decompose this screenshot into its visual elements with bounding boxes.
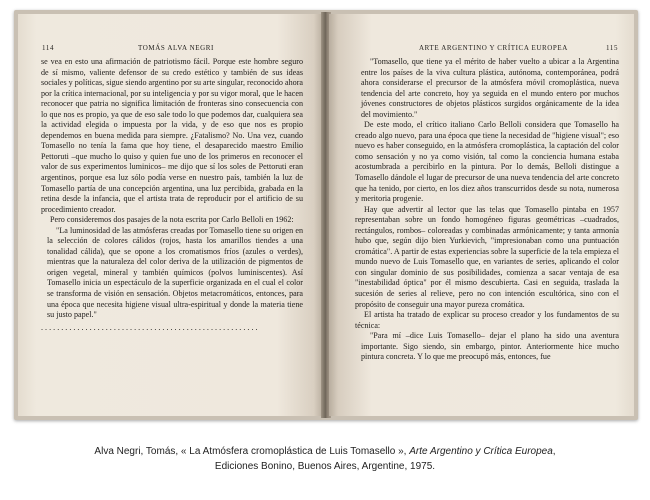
block-quote: "Tomasello, que tiene ya el mérito de haber vuelto a ubicar a la Argentina entre los países de la viva cultura plástica, autónoma, contemporánea, podrá ahora considerarse el precursor de la atmósfera móvil cromoplástica, nueva tendencia del arte concreto, hoy ya seguida en el mundo entero por muchos jóvenes constructores de objetos plásticos surgidos orgánicamente de la idea del movimiento." bbox=[361, 57, 619, 119]
block-quote: "Para mí –dice Luis Tomasello– dejar el plano ha sido una aventura importante. Sigo siendo, sin embargo, pintor. Anteriormente hice mucho pintura concreta. Y lo que me preocupó más, entonces, fue bbox=[361, 331, 619, 362]
book-spread bbox=[14, 10, 638, 420]
citation-caption bbox=[0, 444, 650, 474]
right-page bbox=[329, 14, 634, 416]
running-head: TOMÁS ALVA NEGRI bbox=[138, 44, 214, 52]
running-head: ARTE ARGENTINO Y CRÍTICA EUROPEA bbox=[419, 44, 568, 52]
caption-book-title: Arte Argentino y Crítica Europea bbox=[409, 446, 553, 457]
paragraph: se vea en esto una afirmación de patriotismo fácil. Porque este hombre seguro de sí mismo, valiente defensor de su credo estético y también de sus ideas sociales y políticas, sigue siendo argentino por su arte singular, reconocido ahora por la crítica internacional, por su inteligencia y por su vigor moral, que le hacen reconocer que patria no significa limitación de fronteras sino consecuencia con lo que nos es propio, ya que de eso sale todo lo que podemos dar, cualquiera sea la actividad elegida o impuesta por la vida, y de eso que nos es propio dependemos en buena medida para siempre. ¿Fatalismo? No. Una vez, cuando Tomasello no tenía la fama que hoy tiene, el desaparecido maestro Emilio Pettoruti –que mucho lo quiso y quien fue uno de los primeros en reconocer el valor de sus experimentos luminicos– me dijo que sí los soles de Pettoruti eran argentinos, porque esa luz sólo podía verse en nuestro país, también la luz de Tomasello partía de una concepción argentina, una luz percibida, grabada en la retina desde la infancia, que el artista trata de reproducir por el artificio de su procedimiento creador. bbox=[41, 57, 303, 214]
page-body bbox=[355, 57, 619, 363]
paragraph: Pero consideremos dos pasajes de la nota escrita por Carlo Belloli en 1962: bbox=[50, 215, 294, 225]
block-quote: "La luminosidad de las atmósferas creadas por Tomasello tiene su origen en la selección de colores cálidos (rojos, hasta los amarillos tiendes a una tonalidad cálida), que se opone a los cromatismos fríos (azules o verdes), mientras que la naturaleza del color deriva de la utilización de pigmentos de origen vegetal, mineral y también químicos (polvos luminiscentes). Así Tomasello inicia un espectáculo de la superficie organizada en el cual el color se transforma de visión en sensación. Objetos metacromáticos, entonces, para una época que necesita higiene visual ultra-espiritual y donde la materia tiene su justo papel." bbox=[47, 225, 303, 320]
ellipsis-line: . . . . . . . . . . . . . . . . . . . . . . . . . . . . . . . . . . . . . . . . . . . . . . . . . . . . . . bbox=[41, 322, 258, 332]
paragraph: Hay que advertir al lector que las telas que Tomasello pintaba en 1957 representaban sobre un fondo homogéneo figuras geométricas –cuadrados, rectángulos, rombos– coloreadas y combinadas armónicamente; y tanta armonía hubo que, según dijo bien Yurkievich, "impresionaban como una puntuación cromática". A partir de estas experiencias sobre la superficie de la tela empieza el mundo nuevo de Luis Tomasello que, en variantes de series, aplicando el color con singular dominio de sus posibilidades, comienza a sacar ventaja de esa "inestabilidad óptica" por él mismo descubierta. Casi en seguida, traslada la sucesión de series al relieve, pero no con intención escultórica, sino con el propósito de conseguir una mayor pureza cromática. bbox=[355, 204, 619, 309]
page-body bbox=[41, 57, 303, 333]
caption-line-2: Ediciones Bonino, Buenos Aires, Argentine, 1975. bbox=[214, 461, 436, 472]
paragraph: De este modo, el crítico italiano Carlo Belloli considera que Tomasello ha creado algo nuevo, para una época que tiene la necesidad de "higiene visual"; eso nuevo es haber conseguido, en la atmósfera cromoplástica, la captación del color como sensación y no ya como visión, tal como la conciencia humana estaba acostumbrada a percibirlo en la pintura. Por lo demás, Belloli distingue a Tomasello dándole el lugar de precursor de una nueva tendencia del arte concreto que ha tenido, por cierto, en los diez años transcurridos desde su nota, numerosa y meritoria progenie. bbox=[355, 120, 619, 204]
caption-punct: , bbox=[552, 446, 556, 457]
caption-authors: Alva Negri, Tomás, « La Atmósfera cromoplástica de Luis Tomasello », bbox=[94, 446, 410, 457]
caption-line-1 bbox=[0, 444, 650, 459]
left-page bbox=[18, 14, 323, 416]
page-number: 114 bbox=[42, 44, 55, 52]
paragraph: El artista ha tratado de explicar su proceso creador y los fundamentos de su técnica: bbox=[355, 310, 619, 330]
page-number: 115 bbox=[606, 44, 619, 52]
